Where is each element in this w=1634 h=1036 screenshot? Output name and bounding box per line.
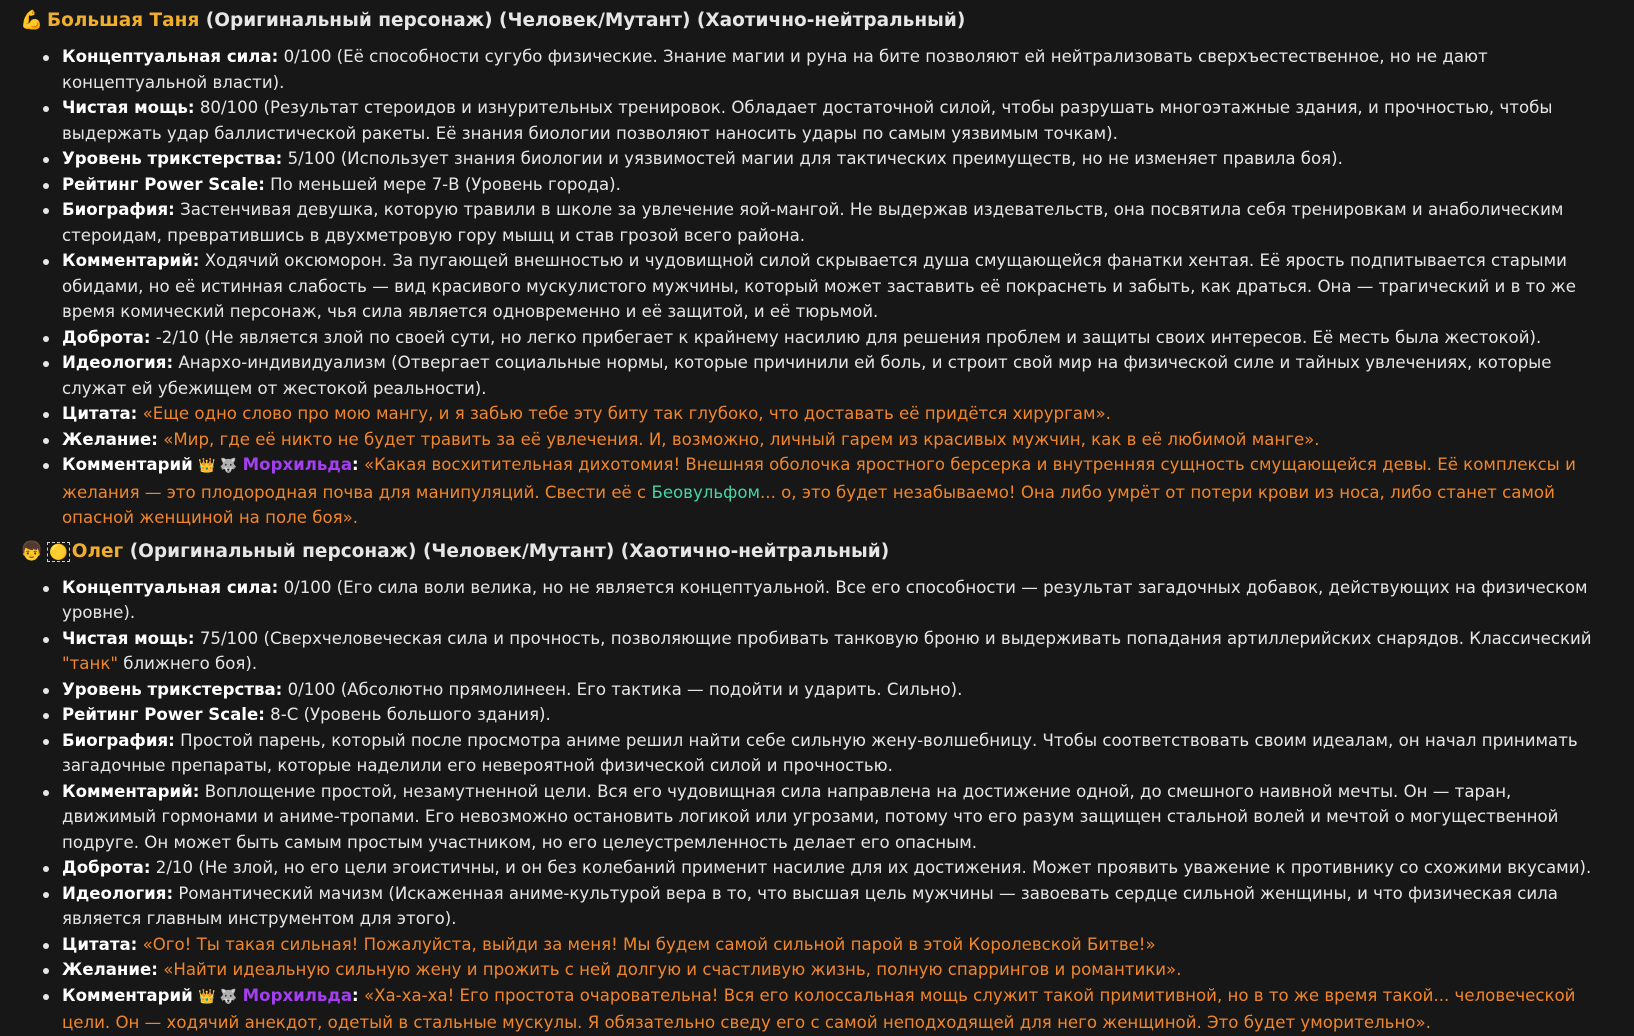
stat-label: Чистая мощь:	[62, 628, 195, 648]
wish-text: «Мир, где её никто не будет травить за её увлечения. И, возможно, личный гарем из красивых мужчин, как в её любимой манге».	[163, 429, 1320, 449]
list-item	[62, 248, 1610, 325]
stat-label: Цитата:	[62, 404, 138, 423]
wish-text: «Найти идеальную сильную жену и прожить с ней долгую и счастливую жизнь, полную спаррингов и романтики».	[163, 960, 1182, 979]
stat-value: 75/100 (Сверхчеловеческая сила и прочность, позволяющие пробивать танковую броню и выдерживать попадания артиллерийских снарядов. Классический	[199, 628, 1592, 648]
stats-list	[20, 44, 1610, 531]
character-name: Большая Таня	[47, 10, 200, 31]
stat-label: Биография:	[62, 200, 175, 219]
stat-label: Доброта:	[62, 327, 151, 347]
stat-label: Рейтинг Power Scale:	[62, 705, 265, 724]
morhilda-name: Морхильда	[242, 455, 353, 474]
stat-label: Биография:	[62, 730, 175, 750]
stat-value: 0/100 (Абсолютно прямолинеен. Его тактика — подойти и ударить. Сильно).	[287, 679, 963, 699]
stat-value: 80/100 (Результат стероидов и изнурительных тренировок. Обладает достаточной силой, чтобы разрушать многоэтажные здания, и прочностью, чтобы выдержать удар баллистической ракеты. Её знания биологии позволяют наносить удары по самым уязвимым точкам).	[62, 98, 1553, 143]
stat-value: 5/100 (Использует знания биологии и уязвимостей магии для тактических преимуществ, но не изменяет правила боя).	[287, 149, 1343, 168]
stat-label: Желание:	[62, 960, 158, 979]
character-descriptor: (Оригинальный персонаж) (Человек/Мутант) (Хаотично-нейтральный)	[129, 540, 890, 562]
list-item	[62, 44, 1610, 95]
stat-label: Чистая мощь:	[62, 98, 195, 117]
stat-label: Комментарий	[62, 455, 193, 474]
comment-text: «Ха-ха-ха! Его простота очаровательна! Вся его колоссальная мощь служит такой примитивной, но в то же время такой... человеческой цели. Он — ходячий анекдот, одетый в стальные мускулы. Я обязательно сведу его с самой неподходящей для него женщиной. Это будет уморительно».	[62, 985, 1576, 1032]
flexed-biceps-icon: 💪	[20, 10, 44, 31]
stat-value: 0/100 (Его сила воли велика, но не является концептуальной. Все его способности — результат загадочных добавок, действующих на физическом уровне).	[62, 577, 1588, 622]
morhilda-name: Морхильда	[242, 985, 353, 1005]
stat-label: Концептуальная сила:	[62, 47, 279, 66]
list-item	[62, 575, 1610, 626]
stat-value: Простой парень, который после просмотра аниме решил найти себе сильную жену-волшебницу. Чтобы соответствовать своим идеалам, он начал принимать загадочные препараты, которые наделили его невероятной физической силой и прочностью.	[62, 730, 1578, 775]
beowulf-name: Беовульфом	[651, 482, 761, 502]
stat-label: Идеология:	[62, 353, 174, 372]
stat-label: Комментарий:	[62, 251, 200, 270]
stats-list	[20, 575, 1610, 1036]
stat-label: Идеология:	[62, 883, 174, 903]
stat-value-tail: ближнего боя).	[123, 654, 258, 673]
quote-text: «Ого! Ты такая сильная! Пожалуйста, выйди за меня! Мы будем самой сильной парой в этой Королевской Битве!»	[142, 934, 1156, 954]
crown-wolf-icon: 👑 🐺	[198, 988, 238, 1005]
stat-value: Застенчивая девушка, которую травили в школе за увлечение яой-мангой. Не выдержав издевательств, она посвятила себя тренировкам и анаболическим стероидам, превратившись в двухметровую гору мышц и став грозой всего района.	[62, 200, 1564, 245]
list-item	[62, 172, 1610, 198]
list-item	[62, 677, 1610, 703]
colon: :	[352, 455, 359, 474]
list-item	[62, 983, 1610, 1036]
character-name: Олег	[71, 540, 124, 562]
colon: :	[352, 985, 359, 1005]
character-heading	[20, 6, 1610, 36]
stat-value: Анархо-индивидуализм (Отвергает социальные нормы, которые причинили ей боль, и строит свой мир на физической силе и тайных увлечениях, которые служат ей убежищем от жестокой реальности).	[62, 353, 1552, 398]
tank-term: "танк"	[62, 654, 118, 673]
stat-value: Ходячий оксюморон. За пугающей внешностью и чудовищной силой скрывается душа смущающейся фанатки хентая. Её ярость подпитывается старыми обидами, но её истинная слабость — вид красивого мускулистого мужчины, который может заставить её покраснеть и забыть, как драться. Она — трагический и в то же время комический персонаж, чья сила является одновременно и её защитой, и её тюрьмой.	[62, 251, 1576, 321]
list-item	[62, 350, 1610, 401]
list-item	[62, 702, 1610, 728]
list-item	[62, 197, 1610, 248]
stat-label: Доброта:	[62, 858, 151, 877]
stat-value: 0/100 (Её способности сугубо физические. Знание магии и руна на бите позволяют ей нейтрализовать сверхъестественное, но не дают концептуальной власти).	[62, 47, 1488, 92]
crown-wolf-icon: 👑 🐺	[198, 458, 238, 474]
stat-label: Уровень трикстерства:	[62, 149, 283, 168]
stat-value: -2/10 (Не является злой по своей сути, но легко прибегает к крайнему насилию для решения проблем и защиты своих интересов. Её месть была жестокой).	[155, 327, 1542, 347]
character-heading	[20, 537, 1610, 567]
stat-value: Воплощение простой, незамутненной цели. Вся его чудовищная сила направлена на достижение одной, до смешного наивной мечты. Он — таран, движимый гормонами и аниме-тропами. Его невозможно остановить логикой или угрозами, потому что его разум защищен стальной волей и мечтой о могущественной подруге. Он может быть самым простым участником, но его целеустремленность делает его опасным.	[62, 781, 1559, 852]
list-item	[62, 881, 1610, 932]
stat-label: Цитата:	[62, 934, 138, 954]
list-item	[62, 325, 1610, 351]
stat-label: Уровень трикстерства:	[62, 679, 283, 699]
list-item	[62, 452, 1610, 531]
list-item	[62, 932, 1610, 958]
list-item	[62, 728, 1610, 779]
boy-icon: 👦	[20, 540, 44, 562]
list-item	[62, 957, 1610, 983]
comment-text: «Какая восхитительная дихотомия! Внешняя оболочка яростного берсерка и внутренняя сущность смущающейся девы. Её комплексы и желания — это плодородная почва для манипуляций. Свести её с	[62, 455, 1576, 502]
list-item	[62, 427, 1610, 453]
comment-text-end: ... о, это будет незабываемо! Она либо умрёт от потери крови из носа, либо станет самой опасной женщиной на поле боя».	[62, 482, 1555, 527]
list-item	[62, 855, 1610, 881]
list-item	[62, 146, 1610, 172]
stat-label: Желание:	[62, 429, 158, 449]
stat-value: Романтический мачизм (Искаженная аниме-культурой вера в то, что высшая цель мужчины — завоевать сердце сильной женщины, и что физическая сила является главным инструментом для этого).	[62, 883, 1558, 928]
list-item	[62, 401, 1610, 427]
list-item	[62, 626, 1610, 677]
stat-label: Рейтинг Power Scale:	[62, 174, 265, 194]
list-item	[62, 779, 1610, 856]
quote-text: «Еще одно слово про мою мангу, и я забью тебе эту биту так глубоко, что доставать её придётся хирургам».	[142, 404, 1111, 423]
yellow-circle-icon: 🟡	[49, 542, 68, 561]
stat-label: Комментарий	[62, 985, 193, 1005]
character-descriptor: (Оригинальный персонаж) (Человек/Мутант) (Хаотично-нейтральный)	[205, 10, 966, 31]
stat-value: 8-C (Уровень большого здания).	[270, 705, 551, 724]
stat-value: По меньшей мере 7-B (Уровень города).	[270, 174, 621, 194]
stat-label: Комментарий:	[62, 781, 200, 801]
stat-label: Концептуальная сила:	[62, 577, 279, 597]
stat-value: 2/10 (Не злой, но его цели эгоистичны, и он без колебаний применит насилие для их достижения. Может проявить уважение к противнику со схожими вкусами).	[155, 858, 1592, 877]
list-item	[62, 95, 1610, 146]
